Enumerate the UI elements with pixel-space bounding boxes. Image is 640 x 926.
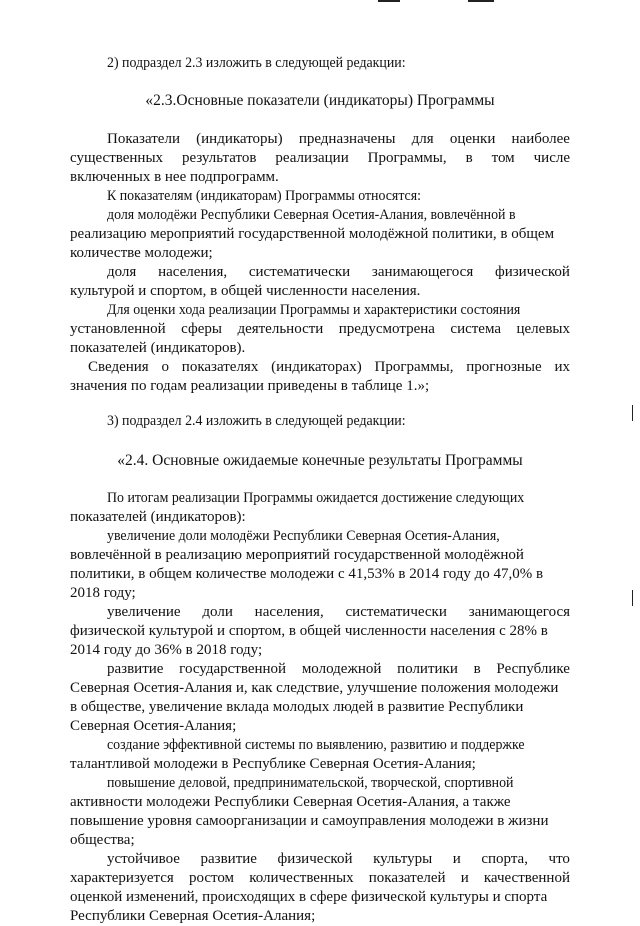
p11-line-2: талантливой молодежи в Республике Северная Осетия-Алания; xyxy=(70,756,476,772)
p13-line-1-word: физической xyxy=(277,851,353,867)
p8-line-2: вовлечённой в реализацию мероприятий государственной молодёжной xyxy=(70,547,524,563)
p4-line-1-word: населения, xyxy=(158,264,228,280)
p5-line-2 xyxy=(70,320,570,339)
p1-line-2-word: числе xyxy=(533,150,570,166)
p1-line-2-word: в xyxy=(465,150,473,166)
p1-line-1-word: оценки xyxy=(449,131,496,147)
p13-line-1-word: культуры xyxy=(373,851,433,867)
p10-line-4: Северная Осетия-Алания; xyxy=(70,718,237,734)
p1-line-3: включенных в нее подпрограмм. xyxy=(70,169,279,185)
p10-line-1-word: развитие xyxy=(107,661,164,677)
p4-line-2: культурой и спортом, в общей численности населения. xyxy=(70,283,421,299)
p12-line-3: повышение уровня самоорганизации и самоуправления молодежи в жизни xyxy=(70,813,549,829)
p13-line-2-word: характеризуется xyxy=(70,870,174,886)
p13-line-3: оценкой изменений, происходящих в сфере физической культуры и спорта xyxy=(70,889,548,905)
p6-line-1-word: (индикаторах) xyxy=(271,359,362,375)
p9-line-1-word: населения, xyxy=(254,604,324,620)
item-3-header: 3) подраздел 2.4 изложить в следующей редакции: xyxy=(107,413,406,429)
p7-line-1: По итогам реализации Программы ожидается достижение следующих xyxy=(107,490,525,506)
p3-line-1: доля молодёжи Республики Северная Осетия-Алания, вовлечённой в xyxy=(107,207,516,223)
p8-line-3: политики, в общем количестве молодежи с 41,53% в 2014 году до 47,0% в xyxy=(70,566,544,582)
p10-line-1-word: Республике xyxy=(496,661,570,677)
p13-line-2-word: ростом xyxy=(188,870,235,886)
p9-line-1 xyxy=(107,603,570,622)
scan-mark-top-2 xyxy=(468,0,494,2)
p13-line-2-word: количественных xyxy=(249,870,354,886)
p1-line-1 xyxy=(107,130,570,149)
p1-line-2-word: результатов xyxy=(181,150,257,166)
p7-line-2: показателей (индикаторов): xyxy=(70,509,246,525)
p13-line-1-word: развитие xyxy=(200,851,257,867)
p1-line-1-word: предназначены xyxy=(298,131,396,147)
p1-line-2-word: существенных xyxy=(70,150,164,166)
p2-line-1: К показателям (индикаторам) Программы относятся: xyxy=(107,188,421,204)
p13-line-1 xyxy=(107,850,570,869)
p1-line-1-word: Показатели xyxy=(107,131,180,147)
p5-line-2-word: установленной xyxy=(70,321,166,337)
item-2-header: 2) подраздел 2.3 изложить в следующей редакции: xyxy=(107,55,406,71)
p5-line-2-word: целевых xyxy=(516,321,570,337)
p1-line-2-word: том xyxy=(491,150,515,166)
p1-line-1-word: (индикаторы) xyxy=(196,131,283,147)
heading-2-3: «2.3.Основные показатели (индикаторы) Программы xyxy=(145,92,495,109)
p13-line-2 xyxy=(70,869,570,888)
p13-line-1-word: что xyxy=(548,851,570,867)
scan-mark-top-1 xyxy=(378,0,400,2)
p9-line-3: 2014 году до 36% в 2018 году; xyxy=(70,642,263,658)
p9-line-1-word: доли xyxy=(202,604,233,620)
p11-line-1: создание эффективной системы по выявлению, развитию и поддержке xyxy=(107,737,525,753)
p6-line-1-word: их xyxy=(554,359,570,375)
p3-line-2: реализацию мероприятий государственной молодёжной политики, в общем xyxy=(70,226,555,242)
p4-line-1-word: занимающегося xyxy=(371,264,474,280)
p4-line-1-word: систематически xyxy=(248,264,351,280)
p10-line-1-word: в xyxy=(473,661,481,677)
p5-line-1: Для оценки хода реализации Программы и характеристики состояния xyxy=(107,302,521,318)
p9-line-2: физической культурой и спортом, в общей численности населения с 28% в xyxy=(70,623,548,639)
scan-mark-right-2 xyxy=(632,590,633,606)
scan-mark-right-1 xyxy=(632,405,633,421)
p6-line-1-word: Программы, xyxy=(374,359,454,375)
p9-line-1-word: увеличение xyxy=(107,604,181,620)
p1-line-2 xyxy=(70,149,570,168)
p6-line-1-word: прогнозные xyxy=(466,359,542,375)
p4-line-1-word: доля xyxy=(107,264,137,280)
p1-line-2-word: Программы, xyxy=(367,150,447,166)
p12-line-4: общества; xyxy=(70,832,135,848)
p13-line-2-word: качественной xyxy=(483,870,570,886)
p10-line-1-word: молодежной xyxy=(301,661,382,677)
p10-line-1-word: политики xyxy=(397,661,458,677)
p13-line-1-word: устойчивое xyxy=(107,851,180,867)
p5-line-2-word: сферы xyxy=(181,321,222,337)
p8-line-4: 2018 году; xyxy=(70,585,136,601)
p13-line-1-word: и xyxy=(452,851,461,867)
p6-line-1-word: о xyxy=(161,359,169,375)
p4-line-1 xyxy=(107,263,570,282)
p5-line-3: показателей (индикаторов). xyxy=(70,340,246,356)
p13-line-4: Республики Северная Осетия-Алания; xyxy=(70,908,316,924)
p9-line-1-word: занимающегося xyxy=(468,604,570,620)
p6-line-1 xyxy=(88,358,570,377)
p9-line-1-word: систематически xyxy=(345,604,447,620)
p6-line-1-word: показателях xyxy=(181,359,259,375)
p10-line-2: Северная Осетия-Алания и, как следствие, улучшение положения молодежи xyxy=(70,680,559,696)
p12-line-1: повышение деловой, предпринимательской, творческой, спортивной xyxy=(107,775,514,791)
p13-line-1-word: спорта, xyxy=(481,851,528,867)
p5-line-2-word: деятельности xyxy=(237,321,324,337)
p5-line-2-word: система xyxy=(450,321,502,337)
p13-line-2-word: и xyxy=(460,870,469,886)
p10-line-1 xyxy=(107,660,570,679)
p10-line-3: в обществе, увеличение вклада молодых людей в развитие Республики xyxy=(70,699,524,715)
p12-line-2: активности молодежи Республики Северная Осетия-Алания, а также xyxy=(70,794,511,810)
heading-2-4: «2.4. Основные ожидаемые конечные результаты Программы xyxy=(117,452,523,469)
p3-line-3: количестве молодежи; xyxy=(70,245,213,261)
p10-line-1-word: государственной xyxy=(179,661,287,677)
p1-line-1-word: для xyxy=(411,131,434,147)
p1-line-1-word: наиболее xyxy=(511,131,570,147)
p1-line-2-word: реализации xyxy=(275,150,349,166)
p5-line-2-word: предусмотрена xyxy=(338,321,435,337)
p6-line-1-word: Сведения xyxy=(88,359,149,375)
p4-line-1-word: физической xyxy=(494,264,570,280)
p8-line-1: увеличение доли молодёжи Республики Северная Осетия-Алания, xyxy=(107,528,500,544)
p13-line-2-word: показателей xyxy=(368,870,446,886)
p6-line-2: значения по годам реализации приведены в таблице 1.»; xyxy=(70,378,430,394)
